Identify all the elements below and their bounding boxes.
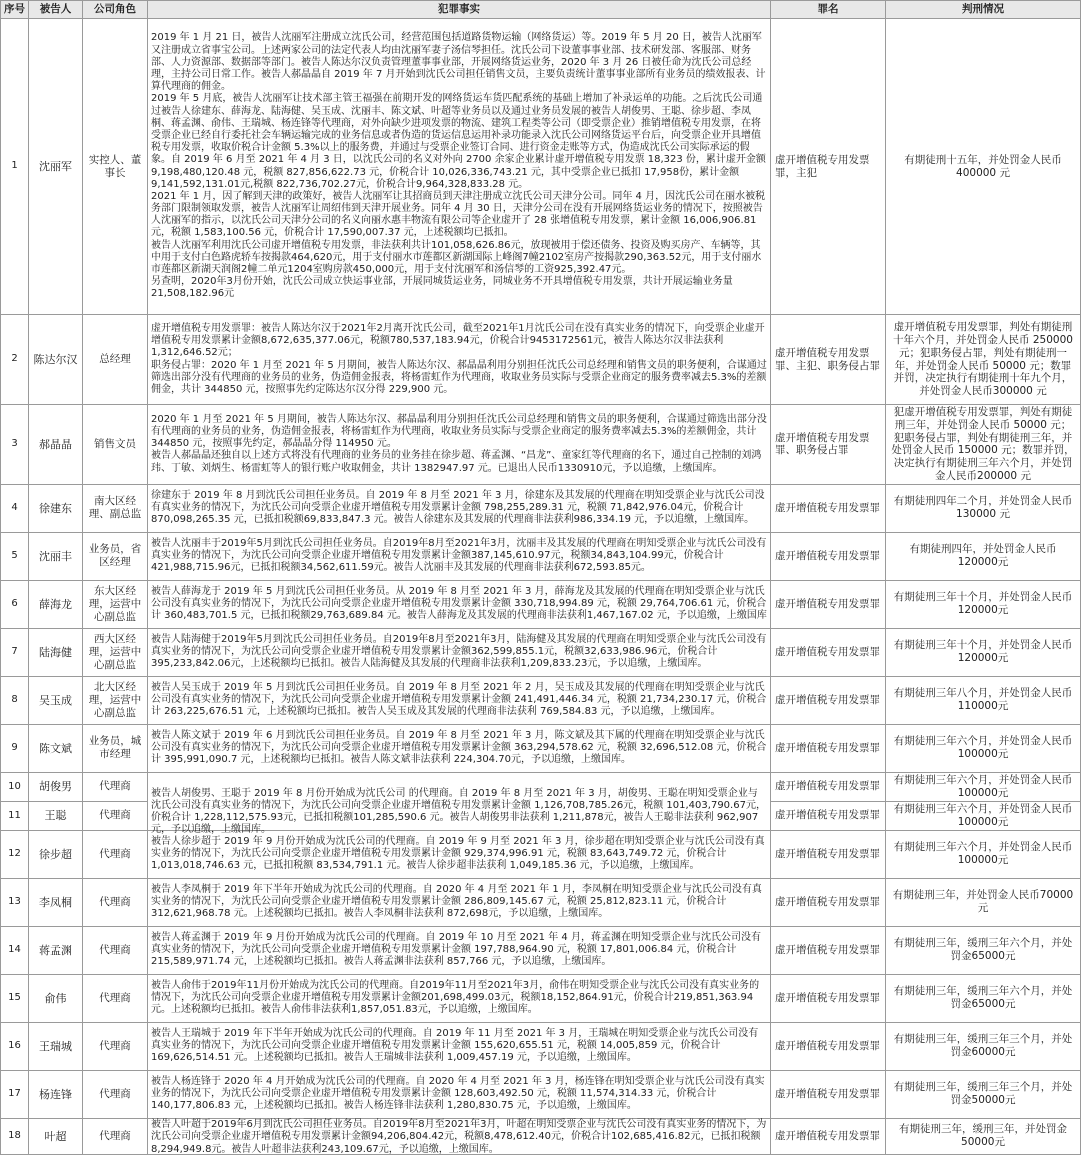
crime-facts-text — [151, 32, 767, 300]
crime-facts-text — [151, 884, 767, 921]
table-row — [1, 484, 1081, 532]
defendant-name: 陆海健 — [29, 628, 83, 676]
crime-facts-paragraph: 徐建东于 2019 年 8 月到沈氏公司担任业务员。自 2019 年 8 月至 2021 年 3 月，徐建东及其发展的代理商在明知受票企业与沈氏公司没有真实业务的情况下，为沈氏公司向受票企业虚开增值税专用发票累计金额 798,255,289.31 元，税额 71,842,976.04元，价税合计870,098,265.35 元，已抵扣税额69,833,847.3 元。被告人徐建东及其发展的代理商非法获利986,334.19 元，予以追缴，上缴国库。 — [151, 490, 765, 526]
crime-facts — [148, 315, 771, 405]
sentence: 有期徒刑四年二个月，并处罚金人民币130000 元 — [886, 484, 1081, 532]
crime-facts-text — [151, 323, 767, 396]
table-body — [1, 19, 1081, 1155]
crime-facts-paragraph: 被告人蒋孟渊于 2019 年 9 月份开始成为沈氏公司的代理商。自 2019 年 10 月至 2021 年 4 月，蒋孟渊在明知受票企业与沈氏公司没有真实业务的情况下，为沈氏公司向受票企业虚开增值税专用发票累计金额 197,788,964.90 元，税额 17,801,006.84 元，价税合计 215,589,971.74 元，上述税额均已抵扣。被告人蒋孟渊非法获利 857,766 元，予以追缴，上缴国库。 — [151, 932, 761, 968]
table-row — [1, 1022, 1081, 1070]
crime-facts-text — [151, 538, 767, 575]
crime-facts — [148, 974, 771, 1022]
company-role: 代理商 — [83, 974, 148, 1022]
crime-facts-text — [151, 1076, 767, 1113]
row-number: 16 — [1, 1022, 29, 1070]
company-role: 代理商 — [83, 1070, 148, 1118]
row-number: 9 — [1, 724, 29, 772]
crime-facts — [148, 830, 771, 878]
charge: 虚开增值税专用发票罪 — [771, 1118, 886, 1154]
sentence: 有期徒刑三年，并处罚金人民币70000元 — [886, 878, 1081, 926]
defendant-name: 沈丽军 — [29, 19, 83, 315]
crime-facts-text — [151, 980, 767, 1017]
charge: 虚开增值税专用发票罪 — [771, 926, 886, 974]
crime-facts-paragraph: 另查明，2020年3月份开始，沈氏公司成立快运事业部，开展同城货运业务，同城业务不开具增值税专用发票，共计开展运输业务量21,508,182.96元 — [151, 276, 733, 300]
header-facts: 犯罪事实 — [148, 1, 771, 19]
header-role: 公司角色 — [83, 1, 148, 19]
sentence: 犯虚开增值税专用发票罪，判处有期徒刑三年，并处罚金人民币 50000 元；犯职务侵占罪，判处有期徒刑三年，并处罚金人民币 150000 元；数罪并罚，决定执行有期徒刑三年六个月，并处罚金人民币200000 元 — [886, 405, 1081, 485]
row-number: 2 — [1, 315, 29, 405]
charge: 虚开增值税专用发票罪 — [771, 878, 886, 926]
charge: 虚开增值税专用发票罪 — [771, 1022, 886, 1070]
company-role: 业务员，城市经理 — [83, 724, 148, 772]
company-role: 南大区经理、副总监 — [83, 484, 148, 532]
defendant-name: 郝晶晶 — [29, 405, 83, 485]
row-number: 10 — [1, 772, 29, 801]
crime-facts-paragraph: 2019 年 1 月 21 日，被告人沈丽军注册成立沈氏公司，经营范围包括道路货物运输（网络货运）等。2019 年 5 月 20 日，被告人沈丽军又注册成立省事宝公司。上述两家公司的法定代表人均由沈丽军妻子汤信琴担任。沈氏公司下设董事事业部、技术研发部、客服部、财务部、人力资源部、数据部等部门。被告人陈达尔汉负责管理董事事业部，开展网络货运业务，2020 年 3 月 26 日被任命为沈氏公司总经理，主持公司日常工作。被告人郝晶晶自 2019 年 7 月开始到沈氏公司担任销售文员，主要负责统计董事事业部所有业务员的绩效报表、计算代理商的佣金。 — [151, 32, 766, 93]
charge: 虚开增值税专用发票罪 — [771, 772, 886, 801]
sentence: 有期徒刑三年六个月，并处罚金人民币100000元 — [886, 772, 1081, 801]
table-row — [1, 405, 1081, 485]
table-row — [1, 1070, 1081, 1118]
table-row — [1, 532, 1081, 580]
crime-facts-text — [151, 1119, 767, 1153]
defendant-name: 李凤桐 — [29, 878, 83, 926]
crime-facts-paragraph: 2019 年 5 月底，被告人沈丽军让技术部主管王福强在前期开发的网络货运车货匹配系统的基础上增加了补录运单的功能。之后沈氏公司通过被告人徐建东、薛海龙、陆海健、吴玉成、沈丽丰、陈文斌、叶超等业务员以及通过业务员发展的被告人胡俊男、王聪、徐步超、李凤桐、蒋孟渊、俞伟、王瑞城、杨连锋等代理商，对外向缺少进项发票的物流、建筑工程类等公司（即受票企业）推销增值税专用发票，在将受票企业已经自行委托社会车辆运输完成的业务信息或者伪造的货运信息运用补录功能录入沈氏公司网络货运平台后，向受票企业开具增值税专用发票，收取价税合计金额 5.3%以上的服务费，并通过与受票企业签订合同、进行资金走账等方式，伪造成沈氏公司实际承运的假象。自 2019 年 6 月至 2021 年 4 月 3 日，以沈氏公司的名义对外向 2700 余家企业累计虚开增值税专用发票 18,323 份，累计虚开金额 9,198,480,120.48 元，税额 827,856,622.73 元，价税合计 10,026,336,743.21 元，其中受票企业已抵扣 17,958份，累计金额 9,141,592,131.01元,税额 822,736,702.27元，价税合计9,964,328,833.28 元。 — [151, 93, 766, 190]
table-row — [1, 676, 1081, 724]
row-number: 1 — [1, 19, 29, 315]
row-number: 4 — [1, 484, 29, 532]
crime-facts — [148, 484, 771, 532]
row-number: 17 — [1, 1070, 29, 1118]
defendant-name: 薛海龙 — [29, 580, 83, 628]
row-number: 6 — [1, 580, 29, 628]
charge: 虚开增值税专用发票罪 — [771, 532, 886, 580]
crime-facts-text — [151, 414, 767, 475]
row-number: 11 — [1, 801, 29, 830]
charge: 虚开增值税专用发票罪 — [771, 801, 886, 830]
crime-facts-paragraph: 被告人陆海健于2019年5月到沈氏公司担任业务员。自2019年8月至2021年3月，陆海健及其发展的代理商在明知受票企业与沈氏公司没有真实业务的情况下，为沈氏公司向受票企业虚开增值税专用发票累计金额362,599,855.1元，税额32,633,986.96元，价税合计395,233,842.06元，上述税额均已抵扣。被告人陆海健及其发展的代理商非法获利1,209,833.23元，予以追缴，上缴国库。 — [151, 634, 767, 670]
company-role: 西大区经理，运营中心副总监 — [83, 628, 148, 676]
company-role: 代理商 — [83, 801, 148, 830]
sentence: 有期徒刑三年六个月，并处罚金人民币100000元 — [886, 801, 1081, 830]
row-number: 3 — [1, 405, 29, 485]
sentence: 有期徒刑三年十个月，并处罚金人民币120000元 — [886, 628, 1081, 676]
defendant-name: 王聪 — [29, 801, 83, 830]
header-crime: 罪名 — [771, 1, 886, 19]
sentence: 有期徒刑三年十个月，并处罚金人民币120000元 — [886, 580, 1081, 628]
crime-facts — [148, 628, 771, 676]
crime-facts-paragraph: 被告人李凤桐于 2019 年下半年开始成为沈氏公司的代理商。自 2020 年 4 月至 2021 年 1 月，李凤桐在明知受票企业与沈氏公司没有真实业务的情况下，为沈氏公司向受票企业虚开增值税专用发票累计金额 286,809,145.67 元，税额 25,812,823.11 元，价税合计 312,621,968.78 元。上述税额均已抵扣。被告人李凤桐非法获利 872,698元，予以追缴，上缴国库。 — [151, 884, 762, 920]
crime-facts — [148, 19, 771, 315]
row-number: 5 — [1, 532, 29, 580]
crime-facts-text — [151, 787, 767, 836]
sentence: 有期徒刑三年，缓刑三年六个月，并处罚金65000元 — [886, 926, 1081, 974]
crime-facts — [148, 532, 771, 580]
crime-facts-text — [151, 490, 767, 527]
crime-facts-text — [151, 932, 767, 969]
company-role: 代理商 — [83, 926, 148, 974]
defendant-name: 叶超 — [29, 1118, 83, 1154]
defendant-name: 沈丽丰 — [29, 532, 83, 580]
table-row — [1, 772, 1081, 801]
company-role: 代理商 — [83, 878, 148, 926]
company-role: 代理商 — [83, 1022, 148, 1070]
crime-facts — [148, 724, 771, 772]
header-row — [1, 1, 1081, 19]
sentence: 有期徒刑三年，缓刑三年三个月，并处罚金60000元 — [886, 1022, 1081, 1070]
company-role: 东大区经理，运营中心副总监 — [83, 580, 148, 628]
company-role: 销售文员 — [83, 405, 148, 485]
sentence: 有期徒刑三年六个月，并处罚金人民币100000元 — [886, 830, 1081, 878]
crime-facts-paragraph: 2020 年 1 月至 2021 年 5 月期间，被告人陈达尔汉、郝晶晶利用分别担任沈氏公司总经理和销售文员的职务便利，合谋通过筛选出部分没有代理商的业务员的业务，伪造佣金报表，将杨雷虹作为代理商，收取业务员实际与受票企业商定的服务费率减去5.3%的差额佣金，共计 344850 元，按照事先约定，郝晶晶分得 114950 元。 — [151, 413, 767, 450]
crime-facts-paragraph: 被告人郝晶晶还独自以上述方式将没有代理商的业务员的业务挂在徐步超、蒋孟渊、“昌龙”、童家红等代理商的名下，通过自己控制的刘鸿玮、丁敏、刘炳生、杨雷虹等人的银行账户收取佣金，共计 1382947.97 元。已退出人民币1330910元，予以追缴，上缴国库。 — [151, 450, 762, 474]
crime-facts — [148, 772, 771, 836]
defendant-name: 蒋孟渊 — [29, 926, 83, 974]
sentence: 有期徒刑三年六个月，并处罚金人民币100000元 — [886, 724, 1081, 772]
crime-facts-paragraph: 被告人陈文斌于 2019 年 6 月到沈氏公司担任业务员。自 2019 年 8 月至 2021 年 3 月，陈文斌及其下属的代理商在明知受票企业与沈氏公司没有真实业务的情况下，为沈氏公司向受票企业虚开增值税专用发票累计金额 363,294,578.62 元，税额 32,696,512.08 元，价税合计 395,991,090.7 元，上述税额均已抵扣。被告人陈文斌非法获利 224,304.70元，予以追缴，上缴国库。 — [151, 730, 767, 766]
defendant-name: 陈文斌 — [29, 724, 83, 772]
crime-facts-paragraph: 被告人王瑞城于 2019 年下半年开始成为沈氏公司的代理商。自 2019 年 11 月至 2021 年 3 月，王瑞城在明知受票企业与沈氏公司没有真实业务的情况下，为沈氏公司向受票企业虚开增值税专用发票累计金额 155,620,655.51 元，税额 14,005,859 元，价税合计 169,626,514.51 元。上述税额均已抵扣。被告人王瑞城非法获利 1,009,457.19 元，予以追缴，上缴国库。 — [151, 1028, 759, 1064]
crime-facts-paragraph: 被告人沈丽军利用沈氏公司虚开增值税专用发票，非法获利共计101,058,626.86元，放现被用于偿还债务、投资及购买房产、车辆等，其中用于支付白色路虎轿车按揭款464,620元，用于支付丽水市莲都区新湖国际上峰阁7幢2102室房产按揭款290,363.52元，用于支付丽水市莲都区新湖天润阁2幢二单元1204室购房款450,000元，用于支付沈丽军和汤信琴的工资925,392.47元。 — [151, 239, 762, 275]
charge: 虚开增值税专用发票罪 — [771, 724, 886, 772]
crime-facts — [148, 405, 771, 485]
sentence: 有期徒刑十五年，并处罚金人民币400000 元 — [886, 19, 1081, 315]
table-row — [1, 315, 1081, 405]
crime-facts-paragraph: 虚开增值税专用发票罪：被告人陈达尔汉于2021年2月离开沈氏公司，截至2021年1月沈氏公司在没有真实业务的情况下，向受票企业虚开增值税专用发票累计金额8,672,635,377.06元，税额780,537,183.94元，价税合计9453172561元，被告人陈达尔汉非法获利1,312,646.52元； — [151, 322, 765, 359]
crime-facts-paragraph: 被告人薛海龙于 2019 年 5 月到沈氏公司担任业务员。从 2019 年 8 月至 2021 年 3 月，薛海龙及其发展的代理商在明知受票企业与沈氏公司没有真实业务的情况下，为沈氏公司向受票企业虚开增值税专用发票累计金额 330,718,994.89 元，税额 29,764,706.61 元，价税合计 360,483,701.5 元，已抵扣税额29,763,689.84 元。被告人薛海龙及其发展的代理商非法获利1,467,167.02 元，予以追缴，上缴国库 — [151, 586, 767, 622]
row-number: 7 — [1, 628, 29, 676]
crime-facts-text — [151, 836, 767, 873]
row-number: 8 — [1, 676, 29, 724]
row-number: 18 — [1, 1118, 29, 1154]
sentence: 有期徒刑四年，并处罚金人民币120000元 — [886, 532, 1081, 580]
company-role: 代理商 — [83, 772, 148, 801]
crime-facts — [148, 1022, 771, 1070]
crime-facts — [148, 1118, 771, 1154]
sentence: 有期徒刑三年八个月，并处罚金人民币110000元 — [886, 676, 1081, 724]
company-role: 总经理 — [83, 315, 148, 405]
charge: 虚开增值税专用发票罪 — [771, 676, 886, 724]
table-row — [1, 19, 1081, 315]
defendant-name: 徐建东 — [29, 484, 83, 532]
crime-facts-paragraph: 被告人吴玉成于 2019 年 5 月到沈氏公司担任业务员。自 2019 年 8 月至 2021 年 2 月，吴玉成及其发展的代理商在明知受票企业与沈氏公司没有真实业务的情况下，为沈氏公司向受票企业虚开增值税专用发票累计金额 241,491,446.34 元，税额 21,734,230.17 元，价税合计 263,225,676.51 元，上述税额均已抵扣。被告人吴玉成及其发展的代理商非法获利 769,584.83 元，予以追缴，上缴国库。 — [151, 682, 767, 718]
crime-facts-text — [151, 682, 767, 719]
table-row — [1, 830, 1081, 878]
crime-facts-text — [151, 634, 767, 671]
crime-facts — [148, 1070, 771, 1118]
sentence: 有期徒刑三年，缓刑三年六个月，并处罚金65000元 — [886, 974, 1081, 1022]
charge: 虚开增值税专用发票罪 — [771, 484, 886, 532]
defendant-name: 吴玉成 — [29, 676, 83, 724]
crime-facts — [148, 580, 771, 628]
crime-facts-paragraph: 被告人杨连锋于 2020 年 4 月开始成为沈氏公司的代理商。自 2020 年 4 月至 2021 年 3 月，杨连锋在明知受票企业与沈氏公司没有真实业务的情况下，为沈氏公司向受票企业虚开增值税专用发票累计金额 128,603,492.50 元，税额 11,574,314.33 元，价税合计 140,177,806.83 元，上述税额均已抵扣。被告人杨连锋非法获利 1,280,830.75 元，予以追缴，上缴国库。 — [151, 1076, 765, 1112]
crime-facts-text — [151, 1028, 767, 1065]
defendant-name: 陈达尔汉 — [29, 315, 83, 405]
crime-facts-paragraph: 被告人俞伟于2019年11月份开始成为沈氏公司的代理商。自2019年11月至2021年3月，俞伟在明知受票企业与沈氏公司没有真实业务的情况下，为沈氏公司向受票企业虚开增值税专用发票累计金额201,698,499.03元，税额18,152,864.91元，价税合计219,851,363.94元。上述税额均已抵扣。被告人俞伟非法获利1,857,051.83元，予以追缴，上缴国库。 — [151, 980, 760, 1016]
crime-facts — [148, 878, 771, 926]
crime-facts-paragraph: 2021 年 1 月，因了解到天津的政策好，被告人沈丽军让其招商员到天津注册成立沈氏公司天津分公司。同年 4 月，因沈氏公司在丽水被税务部门限制领取发票，被告人沈丽军让周绍伟到天津开展业务。同年 4 月 30 日，天津分公司在没有开展网络货运业务的情况下，按照被告人沈丽军的指示，以沈氏公司天津分公司的名义向丽水惠丰物流有限公司等企业虚开了 28 张增值税专用发票，累计金额 16,006,906.81 元，税额 1,583,100.56 元，价税合计 17,590,007.37 元，上述税额均已抵扣。 — [151, 190, 766, 239]
sentence: 虚开增值税专用发票罪，判处有期徒刑十年六个月，并处罚金人民币 250000 元；犯职务侵占罪，判处有期徒刑一年，并处罚金人民币 50000 元；数罪并罚，决定执行有期徒刑十年九个月，并处罚金人民币300000 元 — [886, 315, 1081, 405]
charge: 虚开增值税专用发票罪 — [771, 1070, 886, 1118]
header-name: 被告人 — [29, 1, 83, 19]
crime-facts-paragraph: 被告人叶超于2019年6月到沈氏公司担任业务员。自2019年8月至2021年3月，叶超在明知受票企业与沈氏公司没有真实业务的情况下，为沈氏公司向受票企业虚开增值税专用发票累计金额94,206,804.42元，税额8,478,612.40元，价税合计102,685,416.82元，已抵扣税额8,294,949.8元。被告人叶超非法获利243,109.67元，予以追缴，上缴国库。 — [151, 1119, 767, 1155]
sentence: 有期徒刑三年，缓刑三年，并处罚金50000元 — [886, 1118, 1081, 1154]
table-row — [1, 878, 1081, 926]
crime-facts — [148, 676, 771, 724]
charge: 虚开增值税专用发票罪 — [771, 628, 886, 676]
defendant-name: 俞伟 — [29, 974, 83, 1022]
crime-facts — [148, 926, 771, 974]
defendant-name: 胡俊男 — [29, 772, 83, 801]
company-role: 北大区经理，运营中心副总监 — [83, 676, 148, 724]
table-row — [1, 724, 1081, 772]
table-row — [1, 580, 1081, 628]
row-number: 14 — [1, 926, 29, 974]
charge: 虚开增值税专用发票罪 — [771, 580, 886, 628]
row-number: 15 — [1, 974, 29, 1022]
row-number: 12 — [1, 830, 29, 878]
table-row — [1, 974, 1081, 1022]
header-no: 序号 — [1, 1, 29, 19]
crime-facts-paragraph: 被告人胡俊男、王聪于 2019 年 8 月份开始成为沈氏公司 的代理商。自 2019 年 8 月至 2021 年 3 月，胡俊男、王聪在明知受票企业与沈氏公司没有真实业务的情况下，为沈氏公司向受票企业虚开增值税专用发票累计金额 1,126,708,785.26元，税额 101,403,790.67元，价税合计 1,228,112,575.93元，已抵扣税额101,285,590.6 元。被告人胡俊男非法获利 1,211,878元，被告人王聪非法获利 962,907元，予以追缴，上缴国库。 — [151, 787, 766, 836]
crime-facts-text — [151, 730, 767, 767]
charge: 虚开增值税专用发票罪 — [771, 974, 886, 1022]
defendant-name: 杨连锋 — [29, 1070, 83, 1118]
defendant-name: 王瑞城 — [29, 1022, 83, 1070]
sentence: 有期徒刑三年，缓刑三年三个月，并处罚金50000元 — [886, 1070, 1081, 1118]
charge: 虚开增值税专用发票罪、职务侵占罪 — [771, 405, 886, 485]
crime-facts-paragraph: 职务侵占罪：2020 年 1 月至 2021 年 5 月期间，被告人陈达尔汉、郝晶晶利用分别担任沈氏公司总经理和销售文员的职务便利，合谋通过筛选出部分没有代理商的业务员的业务，伪造佣金报表，将杨雷虹作为代理商，收取业务员实际与受票企业商定的服务费率减去5.3%的差额佣金，共计 344850 元，按照事先约定陈达尔汉分得 229,900 元。 — [151, 359, 767, 395]
crime-facts-text — [151, 586, 767, 623]
charge: 虚开增值税专用发票罪，主犯 — [771, 19, 886, 315]
company-role: 业务员，省区经理 — [83, 532, 148, 580]
table-row — [1, 1118, 1081, 1154]
company-role: 实控人、董事长 — [83, 19, 148, 315]
defendant-name: 徐步超 — [29, 830, 83, 878]
header-sentence: 判刑情况 — [886, 1, 1081, 19]
row-number: 13 — [1, 878, 29, 926]
charge: 虚开增值税专用发票罪 — [771, 830, 886, 878]
company-role: 代理商 — [83, 830, 148, 878]
crime-facts-paragraph: 被告人徐步超于 2019 年 9 月份开始成为沈氏公司的代理商。自 2019 年 9 月至 2021 年 3 月，徐步超在明知受票企业与沈氏公司没有真实业务的情况下，为沈氏公司向受票企业虚开增值税专用发票累计金额 929,374,996.91 元，税额 83,643,749.72 元，价税合计 1,013,018,746.63 元，已抵扣税额 83,534,791.1 元。被告人徐步超非法获利 1,049,185.36 元，予以追缴，上缴国库。 — [151, 836, 765, 872]
table-row — [1, 628, 1081, 676]
crime-facts-paragraph: 被告人沈丽丰于2019年5月到沈氏公司担任业务员。自2019年8月至2021年3月，沈丽丰及其发展的代理商在明知受票企业与沈氏公司没有真实业务的情况下，为沈氏公司向受票企业虚开增值税专用发票累计金额387,145,610.97元，税额34,843,104.99元，价税合计421,988,715.96元，已抵扣税额34,562,611.59元。被告人沈丽丰及其发展的代理商非法获利672,593.85元。 — [151, 538, 767, 574]
table-row — [1, 926, 1081, 974]
company-role: 代理商 — [83, 1118, 148, 1154]
charge: 虚开增值税专用发票罪、主犯、职务侵占罪 — [771, 315, 886, 405]
